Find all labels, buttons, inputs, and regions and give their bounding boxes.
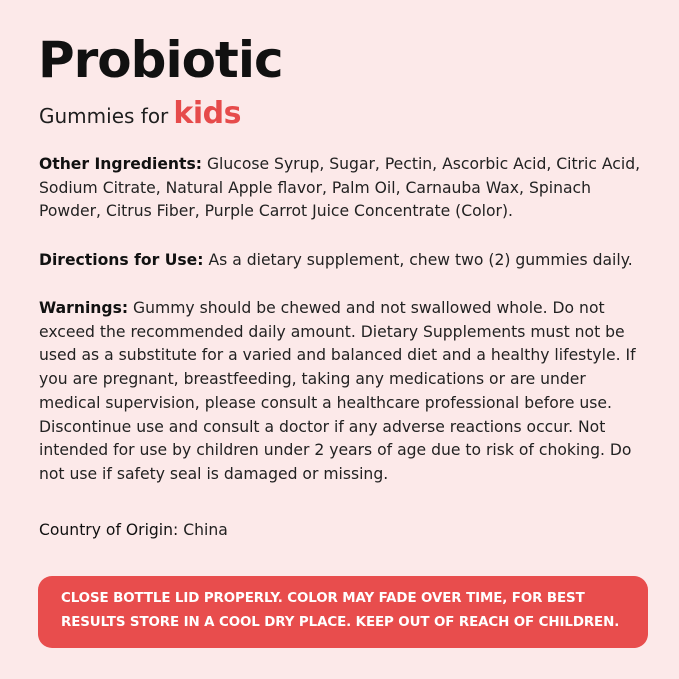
ingredients-section — [39, 153, 649, 224]
product-subtitle — [39, 94, 241, 138]
ingredients-label: Other Ingredients: — [39, 155, 202, 173]
subtitle-text: Gummies for — [39, 104, 169, 128]
directions-text: As a dietary supplement, chew two (2) gummies daily. — [203, 251, 633, 269]
warnings-section — [39, 297, 649, 487]
warnings-text: Gummy should be chewed and not swallowed whole. Do not exceed the recommended daily amount. Dietary Supplements must not be used as a substitute for a varied and balanced diet and a healthy lifestyle. If you are pregnant, breastfeeding, taking any medications or are under medical supervision, please consult a healthcare professional before use. Discontinue use and consult a doctor if any adverse reactions occur. Not intended for use by children under 2 years of age due to risk of choking. Do not use if safety seal is damaged or missing. — [39, 299, 636, 483]
directions-label: Directions for Use: — [39, 251, 204, 269]
origin-section — [39, 519, 649, 543]
directions-section — [39, 249, 649, 273]
storage-notice-text: CLOSE BOTTLE LID PROPERLY. COLOR MAY FADE OVER TIME, FOR BEST RESULTS STORE IN A COOL DRY PLACE. KEEP OUT OF REACH OF CHILDREN. — [61, 591, 620, 630]
ingredients-text: Glucose Syrup, Sugar, Pectin, Ascorbic Acid, Citric Acid, Sodium Citrate, Natural Apple flavor, Palm Oil, Carnauba Wax, Spinach Powder, Citrus Fiber, Purple Carrot Juice Concentrate (Color). — [39, 155, 641, 221]
storage-notice-banner — [38, 576, 648, 648]
subtitle-accent-text: kids — [173, 96, 241, 131]
origin-text: China — [178, 521, 228, 539]
warnings-label: Warnings: — [39, 299, 129, 317]
origin-label: Country of Origin: — [39, 521, 179, 539]
product-title: Probiotic — [38, 31, 283, 89]
